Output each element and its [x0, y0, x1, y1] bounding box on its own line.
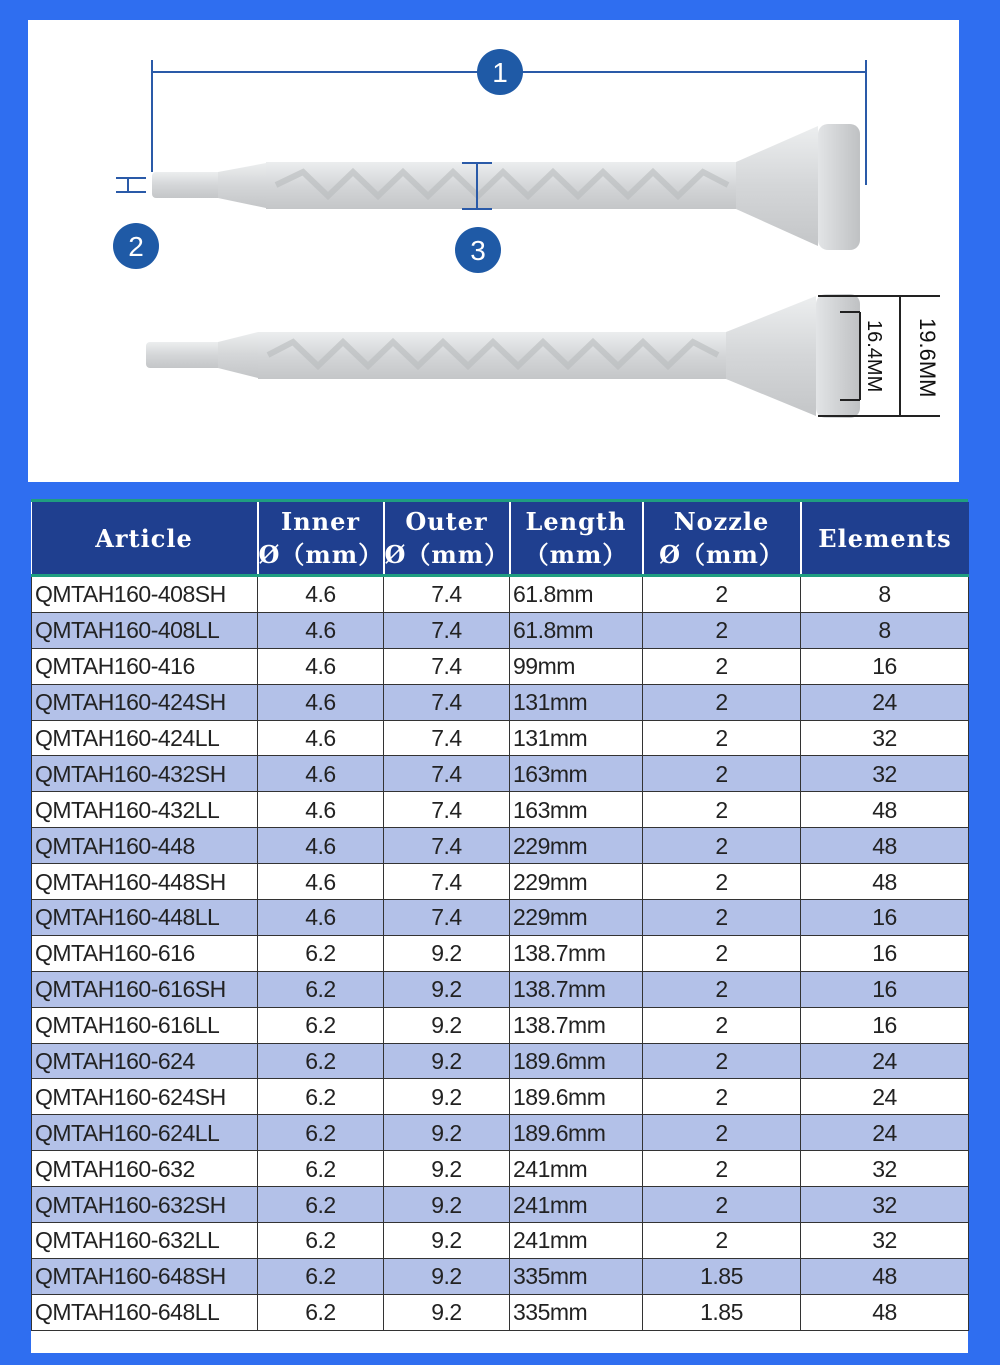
cell-elements: 16 [801, 900, 969, 936]
cell-elements: 48 [801, 828, 969, 864]
cell-outer: 9.2 [384, 1115, 510, 1151]
cell-length: 241mm [510, 1151, 643, 1187]
cell-nozzle: 2 [643, 828, 801, 864]
table-row [32, 612, 969, 648]
cell-elements: 48 [801, 1294, 969, 1330]
cell-elements: 16 [801, 648, 969, 684]
cell-inner: 6.2 [258, 1258, 384, 1294]
cell-elements: 8 [801, 576, 969, 613]
cell-outer: 7.4 [384, 648, 510, 684]
cell-inner: 6.2 [258, 1115, 384, 1151]
cell-elements: 32 [801, 1187, 969, 1223]
table-row [32, 1079, 969, 1115]
spec-table [31, 499, 968, 1353]
cell-inner: 4.6 [258, 612, 384, 648]
cell-article: QMTAH160-632SH [32, 1187, 258, 1223]
cell-article: QMTAH160-432LL [32, 792, 258, 828]
cell-inner: 4.6 [258, 792, 384, 828]
table-row [32, 864, 969, 900]
cell-elements: 32 [801, 756, 969, 792]
cell-outer: 9.2 [384, 971, 510, 1007]
cell-outer: 9.2 [384, 1043, 510, 1079]
header-nozzle: Nozzle Ø（mm） [643, 502, 801, 576]
callout-3 [455, 227, 501, 273]
callout-1 [477, 49, 523, 95]
cell-nozzle: 2 [643, 864, 801, 900]
table-row [32, 971, 969, 1007]
cell-article: QMTAH160-632 [32, 1151, 258, 1187]
svg-text:3: 3 [470, 235, 486, 266]
product-figure [28, 20, 959, 482]
cell-article: QMTAH160-616SH [32, 971, 258, 1007]
cell-nozzle: 2 [643, 1223, 801, 1259]
cell-length: 138.7mm [510, 971, 643, 1007]
cell-inner: 4.6 [258, 828, 384, 864]
cell-inner: 4.6 [258, 864, 384, 900]
cell-inner: 4.6 [258, 648, 384, 684]
cell-article: QMTAH160-448LL [32, 900, 258, 936]
cell-outer: 9.2 [384, 1294, 510, 1330]
cell-nozzle: 2 [643, 684, 801, 720]
cell-length: 189.6mm [510, 1043, 643, 1079]
table-row [32, 720, 969, 756]
cell-inner: 4.6 [258, 900, 384, 936]
cell-article: QMTAH160-616LL [32, 1007, 258, 1043]
table-row [32, 1187, 969, 1223]
cell-article: QMTAH160-624LL [32, 1115, 258, 1151]
cell-elements: 32 [801, 1151, 969, 1187]
cell-nozzle: 2 [643, 612, 801, 648]
nozzle-top [152, 124, 860, 250]
cell-nozzle: 1.85 [643, 1258, 801, 1294]
cell-nozzle: 2 [643, 935, 801, 971]
cell-inner: 6.2 [258, 971, 384, 1007]
cell-article: QMTAH160-624SH [32, 1079, 258, 1115]
cell-length: 61.8mm [510, 612, 643, 648]
table-row [32, 900, 969, 936]
cell-inner: 6.2 [258, 935, 384, 971]
cell-outer: 9.2 [384, 1079, 510, 1115]
cell-length: 61.8mm [510, 576, 643, 613]
cell-length: 335mm [510, 1294, 643, 1330]
cell-nozzle: 2 [643, 576, 801, 613]
cell-outer: 7.4 [384, 756, 510, 792]
table-row [32, 1223, 969, 1259]
cell-length: 138.7mm [510, 935, 643, 971]
cell-inner: 6.2 [258, 1187, 384, 1223]
cell-article: QMTAH160-424SH [32, 684, 258, 720]
table-row [32, 935, 969, 971]
cell-length: 241mm [510, 1187, 643, 1223]
dim-small-label: 16.4MM [863, 320, 885, 393]
cell-article: QMTAH160-624 [32, 1043, 258, 1079]
cell-outer: 7.4 [384, 684, 510, 720]
cell-elements: 48 [801, 792, 969, 828]
cell-inner: 6.2 [258, 1223, 384, 1259]
mixing-nozzle-diagram [28, 20, 959, 482]
cell-article: QMTAH160-432SH [32, 756, 258, 792]
table-header-row [32, 502, 969, 576]
cell-outer: 7.4 [384, 792, 510, 828]
cell-inner: 6.2 [258, 1079, 384, 1115]
cell-nozzle: 2 [643, 971, 801, 1007]
cell-length: 189.6mm [510, 1079, 643, 1115]
cell-inner: 4.6 [258, 720, 384, 756]
table-row [32, 756, 969, 792]
nozzle-bottom [146, 294, 860, 418]
table-body [32, 576, 969, 1331]
header-outer: Outer Ø（mm） [384, 502, 510, 576]
table-row [32, 1115, 969, 1151]
cell-length: 131mm [510, 720, 643, 756]
cell-inner: 6.2 [258, 1043, 384, 1079]
dim-large-label: 19.6MM [915, 318, 940, 398]
cell-article: QMTAH160-408LL [32, 612, 258, 648]
cell-elements: 16 [801, 971, 969, 1007]
cell-elements: 16 [801, 935, 969, 971]
cell-elements: 24 [801, 1115, 969, 1151]
cell-length: 229mm [510, 828, 643, 864]
cell-length: 99mm [510, 648, 643, 684]
cell-nozzle: 2 [643, 792, 801, 828]
cell-nozzle: 2 [643, 1079, 801, 1115]
table-row [32, 648, 969, 684]
table-row [32, 576, 969, 613]
table-row [32, 684, 969, 720]
cell-inner: 4.6 [258, 684, 384, 720]
cell-outer: 9.2 [384, 1187, 510, 1223]
cell-nozzle: 2 [643, 720, 801, 756]
table-row [32, 1151, 969, 1187]
table-row [32, 792, 969, 828]
cell-article: QMTAH160-648SH [32, 1258, 258, 1294]
cell-inner: 6.2 [258, 1294, 384, 1330]
cell-article: QMTAH160-616 [32, 935, 258, 971]
svg-text:2: 2 [128, 231, 144, 262]
cell-outer: 7.4 [384, 720, 510, 756]
cell-elements: 16 [801, 1007, 969, 1043]
cell-article: QMTAH160-416 [32, 648, 258, 684]
cell-length: 229mm [510, 900, 643, 936]
callout-2 [113, 223, 159, 269]
cell-elements: 8 [801, 612, 969, 648]
cell-length: 163mm [510, 792, 643, 828]
cell-elements: 32 [801, 1223, 969, 1259]
cell-length: 138.7mm [510, 1007, 643, 1043]
cell-outer: 7.4 [384, 864, 510, 900]
cell-article: QMTAH160-448 [32, 828, 258, 864]
cell-elements: 48 [801, 864, 969, 900]
cell-outer: 7.4 [384, 900, 510, 936]
cell-nozzle: 1.85 [643, 1294, 801, 1330]
table-row [32, 1007, 969, 1043]
cell-inner: 4.6 [258, 756, 384, 792]
cell-elements: 48 [801, 1258, 969, 1294]
cell-nozzle: 2 [643, 1115, 801, 1151]
cell-nozzle: 2 [643, 756, 801, 792]
cell-length: 335mm [510, 1258, 643, 1294]
table-row [32, 1258, 969, 1294]
cell-nozzle: 2 [643, 1151, 801, 1187]
cell-outer: 7.4 [384, 576, 510, 613]
cell-outer: 9.2 [384, 1223, 510, 1259]
svg-text:1: 1 [492, 57, 508, 88]
cell-outer: 9.2 [384, 1007, 510, 1043]
cell-article: QMTAH160-408SH [32, 576, 258, 613]
cell-nozzle: 2 [643, 1007, 801, 1043]
cell-nozzle: 2 [643, 648, 801, 684]
cell-outer: 7.4 [384, 612, 510, 648]
cell-length: 189.6mm [510, 1115, 643, 1151]
cell-inner: 6.2 [258, 1151, 384, 1187]
cell-inner: 6.2 [258, 1007, 384, 1043]
cell-outer: 9.2 [384, 1258, 510, 1294]
cell-article: QMTAH160-648LL [32, 1294, 258, 1330]
header-article: Article [32, 502, 258, 576]
cell-length: 241mm [510, 1223, 643, 1259]
dimension-tip [116, 178, 146, 192]
cell-nozzle: 2 [643, 1187, 801, 1223]
header-elements: Elements [801, 502, 969, 576]
cell-outer: 7.4 [384, 828, 510, 864]
cell-outer: 9.2 [384, 935, 510, 971]
cell-elements: 24 [801, 1079, 969, 1115]
header-length: Length （mm） [510, 502, 643, 576]
table-row [32, 1043, 969, 1079]
cell-inner: 4.6 [258, 576, 384, 613]
cell-elements: 24 [801, 684, 969, 720]
table-row [32, 1294, 969, 1330]
cell-outer: 9.2 [384, 1151, 510, 1187]
cell-nozzle: 2 [643, 900, 801, 936]
cell-length: 229mm [510, 864, 643, 900]
cell-article: QMTAH160-448SH [32, 864, 258, 900]
cell-elements: 24 [801, 1043, 969, 1079]
cell-nozzle: 2 [643, 1043, 801, 1079]
cell-article: QMTAH160-424LL [32, 720, 258, 756]
header-inner: Inner Ø（mm） [258, 502, 384, 576]
cell-article: QMTAH160-632LL [32, 1223, 258, 1259]
cell-elements: 32 [801, 720, 969, 756]
cell-length: 131mm [510, 684, 643, 720]
table-row [32, 828, 969, 864]
cell-length: 163mm [510, 756, 643, 792]
